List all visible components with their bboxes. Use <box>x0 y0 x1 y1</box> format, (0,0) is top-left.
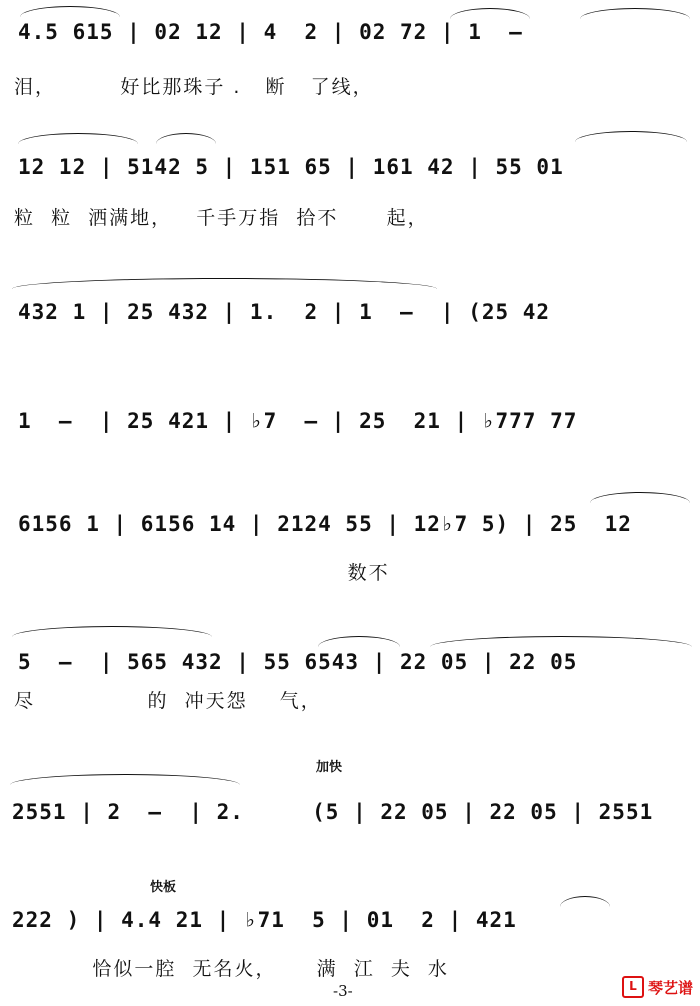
tempo-marking: 快板 <box>150 880 177 895</box>
jianpu-notes: 432 1 | 25 432 | 1. 2 | 1 – | (25 42 <box>18 300 551 324</box>
jianpu-notes: 12 12 | 5142 5 | 151 65 | 161 42 | 55 01 <box>18 155 564 179</box>
jianpu-notes: 6156 1 | 6156 14 | 2124 55 | 12♭7 5) | 25 12 <box>18 512 632 536</box>
slur <box>10 774 240 785</box>
slur <box>20 6 120 17</box>
slur <box>590 492 690 503</box>
slur <box>12 278 437 289</box>
jianpu-notes: 5 – | 565 432 | 55 6543 | 22 05 | 22 05 <box>18 650 578 674</box>
staff-system-6 <box>0 620 700 730</box>
staff-system-7 <box>0 750 700 860</box>
jianpu-notes: 4.5 615 | 02 12 | 4 2 | 02 72 | 1 – <box>18 20 523 44</box>
slur <box>575 131 687 142</box>
slur <box>12 626 212 637</box>
slur <box>580 8 690 19</box>
staff-system-3 <box>0 272 700 382</box>
watermark-logo <box>622 976 693 998</box>
staff-system-8 <box>0 870 700 980</box>
staff-system-5 <box>0 490 700 600</box>
jianpu-notes: 1 – | 25 421 | ♭7 – | 25 21 | ♭777 77 <box>18 409 578 433</box>
staff-system-1 <box>0 10 700 120</box>
lyrics-line: 尽 的 冲天怨 气， <box>14 690 322 712</box>
watermark-text: 琴艺谱 <box>648 978 694 997</box>
slur <box>18 133 138 144</box>
lyrics-line: 数不 <box>18 562 390 584</box>
page-number: -3- <box>333 982 353 1000</box>
slur <box>318 636 400 647</box>
lyrics-line: 泪， 好比那珠子 . 断 了线， <box>14 76 374 98</box>
logo-mark-icon: L <box>622 976 644 998</box>
slur <box>156 133 216 144</box>
slur <box>430 636 692 647</box>
slur <box>450 8 530 19</box>
slur <box>560 896 610 907</box>
jianpu-notes: 222 ) | 4.4 21 | ♭71 5 | 01 2 | 421 <box>12 908 517 932</box>
jianpu-notes: 2551 | 2 – | 2. (5 | 22 05 | 22 05 | 2551 <box>12 800 654 824</box>
tempo-marking: 加快 <box>316 760 343 775</box>
lyrics-line: 恰似一腔 无名火， 满 江 夫 水 <box>12 958 449 980</box>
lyrics-line: 粒 粒 洒满地， 千手万指 拾不 起， <box>14 207 429 229</box>
staff-system-4 <box>0 385 700 495</box>
staff-system-2 <box>0 135 700 245</box>
